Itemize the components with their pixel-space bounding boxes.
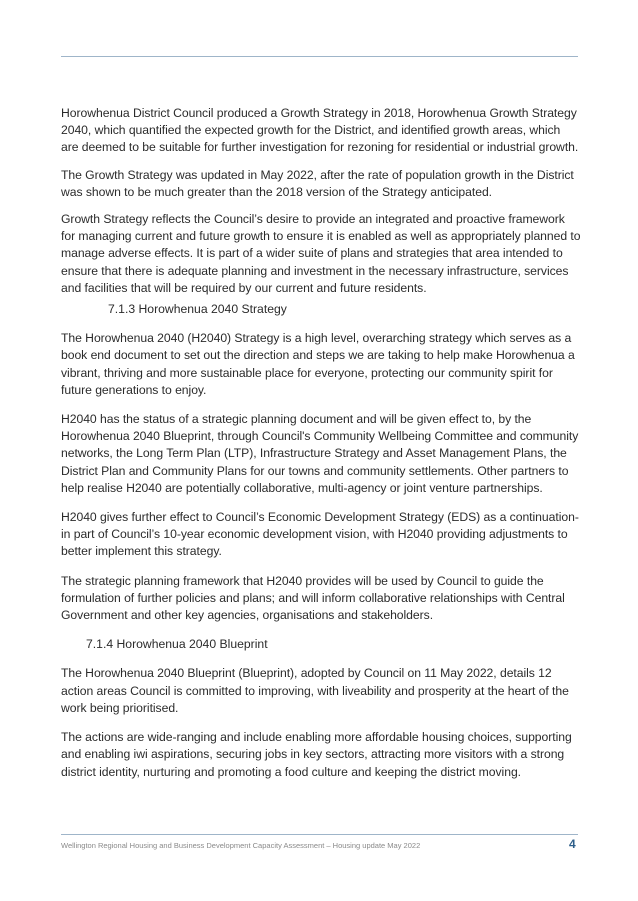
page-number: 4 [569, 837, 576, 851]
paragraph-growth-strategy-reflects: Growth Strategy reflects the Council’s desire to provide an integrated and proactive framework for managing current and future growth to ensure it is enabled as well as appropriately planned to manage adverse effects. It is part of a wider suite of plans and strategies that area intended to ensure that there is adequate planning and investment in the necessary infrastructure, services and facilities that will be required by our current and future residents. [61, 212, 581, 295]
paragraph-h2040-eds: H2040 gives further effect to Council’s Economic Development Strategy (EDS) as a continuation-in part of Council’s 10-year economic development vision, with H2040 providing adjustments to better implement this strategy. [61, 510, 579, 559]
footer-rule [61, 834, 578, 835]
paragraph-blueprint: The Horowhenua 2040 Blueprint (Blueprint), adopted by Council on 11 May 2022, details 12 action areas Council is committed to improving, with liveability and prosperity at the heart of the work being prioritised. [61, 666, 569, 715]
paragraph-growth-strategy-2018: Horowhenua District Council produced a Growth Strategy in 2018, Horowhenua Growth Strategy 2040, which quantified the expected growth for the District, and identified growth areas, which are deemed to be suitable for further investigation for rezoning for residential or industrial growth. [61, 106, 579, 155]
paragraph-growth-strategy-update: The Growth Strategy was updated in May 2022, after the rate of population growth in the District was shown to be much greater than the 2018 version of the Strategy anticipated. [61, 167, 574, 199]
paragraph-strategic-framework: The strategic planning framework that H2040 provides will be used by Council to guide the formulation of further policies and plans; and will inform collaborative relationships with Central Government and other key agencies, organisations and stakeholders. [61, 573, 565, 623]
document-body [61, 105, 581, 781]
heading-7-1-3: 7.1.3 Horowhenua 2040 Strategy [108, 302, 287, 317]
header-rule [61, 56, 578, 57]
footer-text: Wellington Regional Housing and Business Development Capacity Assessment – Housing update May 2022 [61, 841, 421, 850]
paragraph-actions: The actions are wide-ranging and include enabling more affordable housing choices, supporting and enabling iwi aspirations, securing jobs in key sectors, attracting more visitors with a strong district identity, nurturing and promoting a food culture and keeping the district moving. [61, 730, 572, 779]
paragraph-h2040-status: H2040 has the status of a strategic planning document and will be given effect to, by the Horowhenua 2040 Blueprint, through Council's Community Wellbeing Committee and community networks, the Long Term Plan (LTP), Infrastructure Strategy and Asset Management Plans, the District Plan and Community Plans for our towns and community settlements. Other partners to help realise H2040 are potentially collaborative, multi-agency or joint venture partnerships. [61, 412, 579, 495]
heading-7-1-4: 7.1.4 Horowhenua 2040 Blueprint [86, 637, 268, 652]
paragraph-h2040-strategy: The Horowhenua 2040 (H2040) Strategy is a high level, overarching strategy which serves as a book end document to set out the direction and steps we are taking to help make Horowhenua a vibrant, thriving and more sustainable place for everyone, protecting our community spirit for future generations to enjoy. [61, 331, 575, 397]
